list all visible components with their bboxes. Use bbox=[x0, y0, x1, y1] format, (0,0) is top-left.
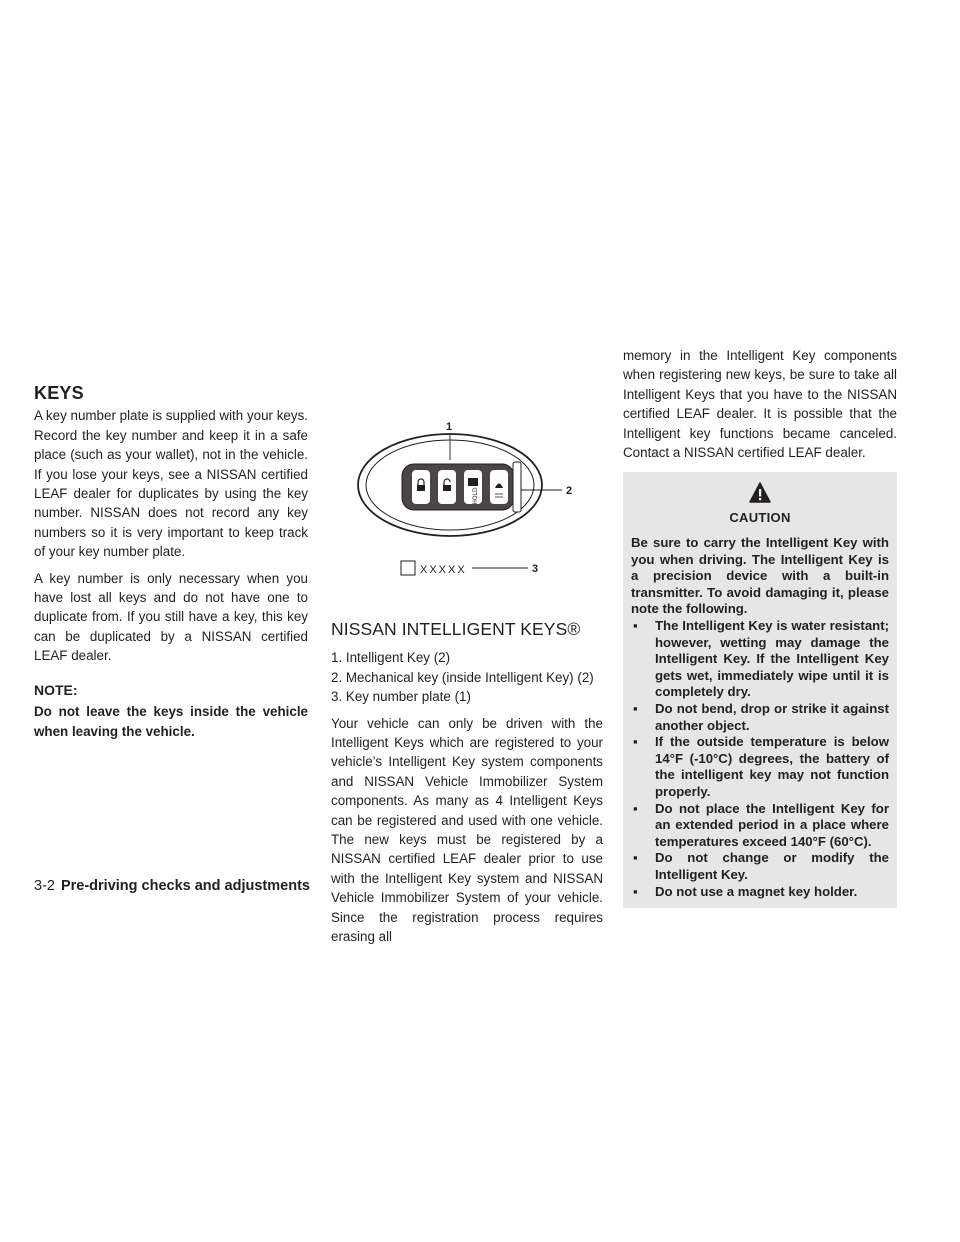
intelligent-keys-paragraph: Your vehicle can only be driven with the Intelligent Keys which are registered to your vehicle’s Intelligent Key system components and NISSAN Vehicle Immobilizer System components. As many as 4 Intelligent Keys can be registered and used with one vehicle. The new keys must be registered by a NISSAN certified LEAF dealer prior to use with the Intelligent Key system and NISSAN Vehicle Immobilizer System of your vehicle. Since the registration process requires erasing all bbox=[331, 715, 603, 945]
warning-icon bbox=[749, 482, 771, 504]
legend-item: 2. Mechanical key (inside Intelligent Key) (2) bbox=[331, 669, 594, 685]
caution-title: CAUTION bbox=[729, 510, 791, 526]
mechanical-key-blade bbox=[513, 462, 521, 512]
caution-box bbox=[623, 472, 897, 908]
legend-item: 1. Intelligent Key (2) bbox=[331, 650, 451, 666]
caution-header bbox=[631, 482, 889, 527]
intelligent-keys-paragraph-continued: memory in the Intelligent Key components when registering new keys, be sure to take all Intelligent Keys that you have to the NISSAN certified LEAF dealer. It is possible that the Intelligent key functions became canceled. Contact a NISSAN certified LEAF dealer. bbox=[623, 348, 897, 461]
note-text: Do not leave the keys inside the vehicle when leaving the vehicle. bbox=[34, 704, 308, 739]
keys-section bbox=[34, 384, 308, 748]
page-footer bbox=[34, 878, 310, 894]
legend-item: 3. Key number plate (1) bbox=[331, 689, 471, 705]
caution-intro: Be sure to carry the Intelligent Key with you when driving. The Intelligent Key is a precision device with a built-in transmitter. To avoid damaging it, please note the following. bbox=[631, 535, 889, 617]
lock-button-icon bbox=[412, 470, 430, 504]
intelligent-keys-continued bbox=[623, 346, 897, 908]
section-title-keys: KEYS bbox=[34, 383, 84, 403]
keys-paragraph-1: A key number plate is supplied with your keys. Record the key number and keep it in a safe place (such as your wallet), not in the vehicle. If you lose your keys, see a NISSAN certified LEAF dealer for duplicates by using the key number. NISSAN does not record any key numbers so it is very important to keep track of your key number plate. bbox=[34, 408, 308, 560]
callout-1: 1 bbox=[445, 421, 453, 433]
caution-item: ▪ If the outside temperature is below 14°F (-10°C) degrees, the battery of the intelligent key may not function properly. bbox=[631, 734, 889, 800]
panic-button-icon bbox=[490, 470, 508, 504]
unlock-button-icon bbox=[438, 470, 456, 504]
intelligent-key-illustration bbox=[340, 418, 580, 578]
caution-list bbox=[631, 618, 889, 900]
caution-item: ▪ The Intelligent Key is water resistant; however, wetting may damage the Intelligent Key. If the Intelligent Key gets wet, immediately wipe until it is completely dry. bbox=[631, 618, 889, 701]
callout-2: 2 bbox=[566, 485, 573, 497]
key-number-plate bbox=[401, 561, 467, 576]
caution-item: ▪ Do not bend, drop or strike it against another object. bbox=[631, 701, 889, 734]
caution-item: ▪ Do not change or modify the Intelligent Key. bbox=[631, 850, 889, 883]
caution-item: ▪ Do not use a magnet key holder. bbox=[631, 884, 889, 901]
figure-legend bbox=[331, 648, 603, 706]
chapter-title: Pre-driving checks and adjustments bbox=[60, 878, 310, 894]
plate-number-text: XXXXX bbox=[420, 564, 467, 576]
page-number: 3-2 bbox=[34, 878, 55, 894]
keys-paragraph-2: A key number is only necessary when you have lost all keys and do not have one to duplicate from. If you still have a key, this key can be duplicated by a NISSAN certified LEAF dealer. bbox=[34, 570, 308, 664]
charge-button-icon bbox=[464, 470, 482, 505]
caution-item: ▪ Do not place the Intelligent Key for an extended period in a place where temperatures exceed 140°F (60°C). bbox=[631, 801, 889, 851]
note-label: NOTE: bbox=[34, 681, 78, 698]
intelligent-keys-section bbox=[331, 620, 603, 954]
section-title-intelligent-keys: NISSAN INTELLIGENT KEYS® bbox=[331, 619, 581, 639]
callout-3: 3 bbox=[532, 563, 539, 575]
hold-label: HOLD bbox=[472, 487, 479, 505]
